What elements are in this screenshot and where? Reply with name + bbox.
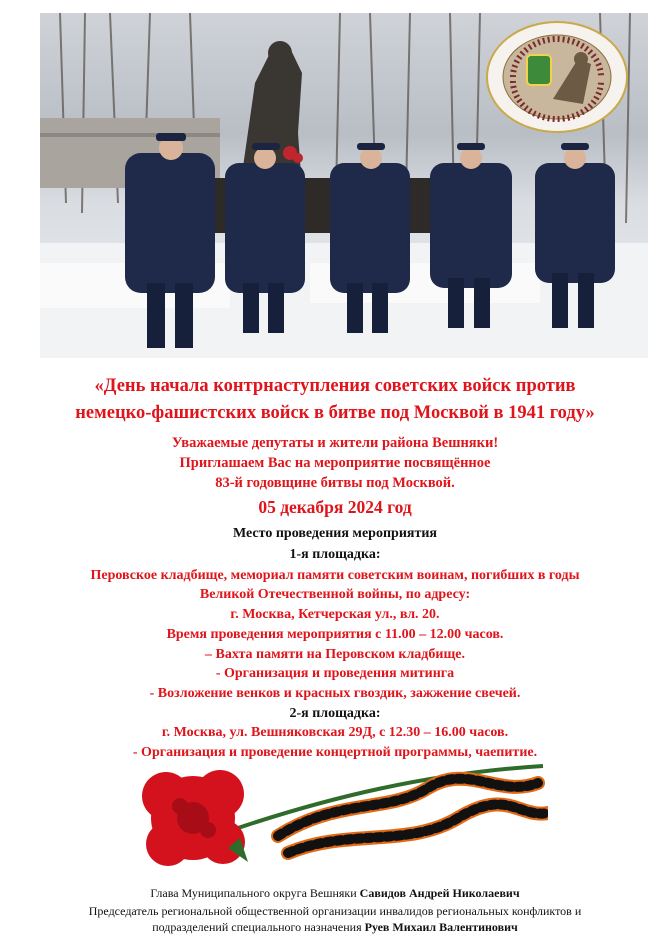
site2-item-1: - Организация и проведение концертной программы, чаепитие. — [132, 745, 538, 760]
site1-item-1: – Вахта памяти на Перовском кладбище. — [205, 647, 465, 662]
site2-address-time: г. Москва, ул. Вешняковская 29Д, с 12.30 – 16.00 часов. — [161, 725, 509, 740]
event-date: 05 декабря 2024 год — [258, 497, 412, 517]
site1-address: г. Москва, Кетчерская ул., вл. 20. — [230, 607, 440, 622]
footer-line-3 — [0, 919, 670, 935]
site1-item-2: - Организация и проведения митинга — [215, 666, 455, 681]
venue-heading: Место проведения мероприятия — [233, 526, 437, 541]
site2-heading: 2-я площадка: — [289, 706, 381, 721]
carnation-ribbon-illustration — [128, 758, 548, 878]
site1-heading: 1-я площадка: — [289, 547, 381, 562]
invitation-line-1: Уважаемые депутаты и жители района Вешняки! — [171, 435, 499, 451]
site1-line-1: Перовское кладбище, мемориал памяти советским воинам, погибших в годы — [90, 568, 580, 583]
site1-item-3: - Возложение венков и красных гвоздик, зажжение свечей. — [149, 686, 521, 701]
municipal-emblem-logo — [483, 19, 631, 135]
site1-time: Время проведения мероприятия с 11.00 – 12.00 часов. — [166, 627, 504, 642]
footer-head-title: Глава Муниципального округа Вешняки — [150, 886, 360, 900]
invitation-line-3: 83-й годовщине битвы под Москвой. — [215, 475, 455, 491]
site1-line-2: Великой Отечественной войны, по адресу: — [199, 587, 471, 602]
event-title-line-1: «День начала контрнаступления советских войск против — [94, 376, 576, 396]
invitation-line-2: Приглашаем Вас на мероприятие посвящённое — [179, 455, 491, 471]
footer-chair-title: подразделений специального назначения — [152, 920, 365, 934]
footer-line-2: Председатель региональной общественной организации инвалидов региональных конфликтов и — [88, 904, 582, 918]
footer-head-name: Савидов Андрей Николаевич — [359, 886, 520, 900]
footer-chair-name: Руев Михаил Валентинович — [364, 920, 518, 934]
footer-line-1 — [0, 885, 670, 901]
event-title-line-2: немецко-фашистских войск в битве под Москвой в 1941 году» — [75, 403, 595, 423]
